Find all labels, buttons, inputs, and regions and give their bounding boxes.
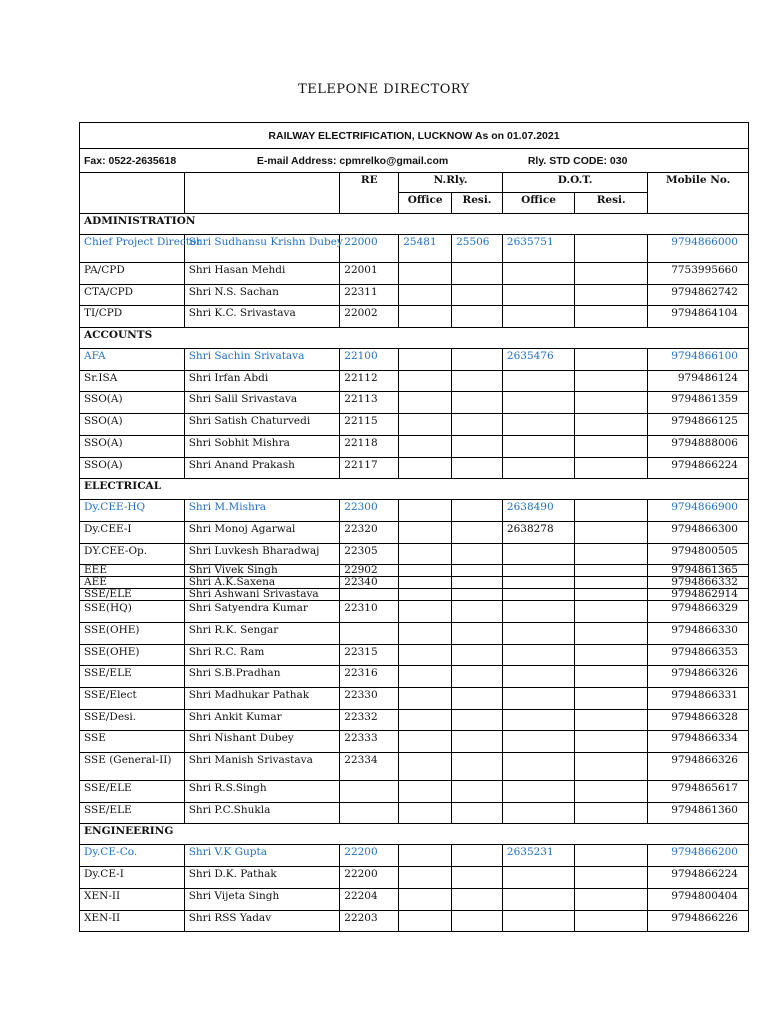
table-row bbox=[80, 644, 749, 666]
post-cell: SSE(HQ) bbox=[80, 601, 185, 623]
re-extension: 22311 bbox=[340, 284, 399, 306]
nrly-resi bbox=[452, 521, 503, 543]
name-cell: Shri Satish Chaturvedi bbox=[184, 414, 340, 436]
mobile-number: 9794866300 bbox=[648, 521, 749, 543]
name-cell: Shri Monoj Agarwal bbox=[184, 521, 340, 543]
nrly-resi bbox=[452, 753, 503, 781]
dot-resi bbox=[575, 521, 648, 543]
mobile-number: 9794862914 bbox=[648, 589, 749, 601]
contact-info-row bbox=[80, 149, 749, 173]
nrly-office bbox=[399, 521, 452, 543]
post-cell: AFA bbox=[80, 349, 185, 371]
page-title: TELEPONE DIRECTORY bbox=[298, 82, 470, 97]
nrly-office bbox=[399, 543, 452, 565]
mobile-number: 9794864104 bbox=[648, 306, 749, 328]
dot-office bbox=[502, 589, 574, 601]
dot-office: 2635751 bbox=[502, 235, 574, 263]
dot-resi bbox=[575, 867, 648, 889]
nrly-office: 25481 bbox=[399, 235, 452, 263]
nrly-office bbox=[399, 867, 452, 889]
nrly-resi: 25506 bbox=[452, 235, 503, 263]
org-heading: RAILWAY ELECTRIFICATION, LUCKNOW As on 01.07.2021 bbox=[80, 123, 749, 149]
dot-resi bbox=[575, 888, 648, 910]
post-cell: SSO(A) bbox=[80, 435, 185, 457]
dot-office bbox=[502, 802, 574, 824]
mobile-number: 9794861365 bbox=[648, 565, 749, 577]
table-row bbox=[80, 731, 749, 753]
dot-office bbox=[502, 910, 574, 932]
re-extension: 22310 bbox=[340, 601, 399, 623]
col-dot: D.O.T. bbox=[502, 173, 647, 193]
dot-resi bbox=[575, 435, 648, 457]
name-cell: Shri Sudhansu Krishn Dubey bbox=[184, 235, 340, 263]
post-cell: SSE/ELE bbox=[80, 666, 185, 688]
mobile-number: 9794866226 bbox=[648, 910, 749, 932]
dot-resi bbox=[575, 731, 648, 753]
nrly-office bbox=[399, 565, 452, 577]
nrly-office bbox=[399, 666, 452, 688]
mobile-number: 9794866224 bbox=[648, 867, 749, 889]
re-extension: 22333 bbox=[340, 731, 399, 753]
post-cell: Dy.CE-I bbox=[80, 867, 185, 889]
dot-resi bbox=[575, 370, 648, 392]
mobile-number: 9794800505 bbox=[648, 543, 749, 565]
dot-office bbox=[502, 666, 574, 688]
table-row bbox=[80, 263, 749, 285]
re-extension: 22305 bbox=[340, 543, 399, 565]
mobile-number: 9794861360 bbox=[648, 802, 749, 824]
post-cell: Sr.ISA bbox=[80, 370, 185, 392]
dot-resi bbox=[575, 622, 648, 644]
post-cell: Dy.CEE-HQ bbox=[80, 500, 185, 522]
dot-resi bbox=[575, 306, 648, 328]
name-cell: Shri V.K Gupta bbox=[184, 845, 340, 867]
re-extension: 22002 bbox=[340, 306, 399, 328]
nrly-office bbox=[399, 370, 452, 392]
dot-resi bbox=[575, 781, 648, 803]
nrly-resi bbox=[452, 392, 503, 414]
dot-office bbox=[502, 284, 574, 306]
name-cell: Shri RSS Yadav bbox=[184, 910, 340, 932]
dot-office bbox=[502, 263, 574, 285]
re-extension: 22334 bbox=[340, 753, 399, 781]
dot-office bbox=[502, 392, 574, 414]
post-cell: CTA/CPD bbox=[80, 284, 185, 306]
dot-office bbox=[502, 414, 574, 436]
nrly-resi bbox=[452, 284, 503, 306]
dot-resi bbox=[575, 543, 648, 565]
nrly-resi bbox=[452, 577, 503, 589]
nrly-office bbox=[399, 263, 452, 285]
header-blank-post bbox=[80, 173, 185, 214]
nrly-office bbox=[399, 500, 452, 522]
table-row bbox=[80, 867, 749, 889]
email-address: E-mail Address: cpmrelko@gmail.com bbox=[256, 154, 449, 167]
post-cell: DY.CEE-Op. bbox=[80, 543, 185, 565]
dot-office bbox=[502, 435, 574, 457]
nrly-resi bbox=[452, 589, 503, 601]
post-cell: SSO(A) bbox=[80, 457, 185, 479]
nrly-office bbox=[399, 731, 452, 753]
mobile-number: 9794862742 bbox=[648, 284, 749, 306]
re-extension: 22300 bbox=[340, 500, 399, 522]
mobile-number: 979486124 bbox=[648, 370, 749, 392]
re-extension: 22902 bbox=[340, 565, 399, 577]
dot-resi bbox=[575, 802, 648, 824]
dot-resi bbox=[575, 414, 648, 436]
mobile-number: 9794866900 bbox=[648, 500, 749, 522]
table-row bbox=[80, 577, 749, 589]
nrly-office bbox=[399, 435, 452, 457]
post-cell: SSE/Desi. bbox=[80, 709, 185, 731]
post-cell: SSE bbox=[80, 731, 185, 753]
name-cell: Shri Sachin Srivatava bbox=[184, 349, 340, 371]
post-cell: PA/CPD bbox=[80, 263, 185, 285]
mobile-number: 9794800404 bbox=[648, 888, 749, 910]
dot-office bbox=[502, 543, 574, 565]
mobile-number: 9794866328 bbox=[648, 709, 749, 731]
re-extension bbox=[340, 802, 399, 824]
dot-resi bbox=[575, 263, 648, 285]
nrly-resi bbox=[452, 601, 503, 623]
dot-resi bbox=[575, 910, 648, 932]
nrly-resi bbox=[452, 688, 503, 710]
col-dot-resi: Resi. bbox=[575, 193, 648, 214]
mobile-number: 9794888006 bbox=[648, 435, 749, 457]
re-extension: 22332 bbox=[340, 709, 399, 731]
table-row bbox=[80, 709, 749, 731]
table-row bbox=[80, 781, 749, 803]
mobile-number: 9794866000 bbox=[648, 235, 749, 263]
mobile-number: 9794866224 bbox=[648, 457, 749, 479]
table-row bbox=[80, 802, 749, 824]
section-heading: ENGINEERING bbox=[80, 824, 749, 845]
table-row bbox=[80, 235, 749, 263]
post-cell: SSE (General-II) bbox=[80, 753, 185, 781]
dot-office bbox=[502, 867, 574, 889]
re-extension: 22340 bbox=[340, 577, 399, 589]
table-row bbox=[80, 845, 749, 867]
nrly-resi bbox=[452, 622, 503, 644]
nrly-office bbox=[399, 577, 452, 589]
nrly-resi bbox=[452, 910, 503, 932]
dot-resi bbox=[575, 392, 648, 414]
table-row bbox=[80, 349, 749, 371]
re-extension: 22113 bbox=[340, 392, 399, 414]
table-row bbox=[80, 392, 749, 414]
mobile-number: 9794866100 bbox=[648, 349, 749, 371]
section-row bbox=[80, 824, 749, 845]
name-cell: Shri K.C. Srivastava bbox=[184, 306, 340, 328]
nrly-resi bbox=[452, 457, 503, 479]
nrly-resi bbox=[452, 644, 503, 666]
table-row bbox=[80, 753, 749, 781]
dot-office: 2638490 bbox=[502, 500, 574, 522]
dot-office: 2638278 bbox=[502, 521, 574, 543]
re-extension: 22316 bbox=[340, 666, 399, 688]
dot-resi bbox=[575, 284, 648, 306]
nrly-office bbox=[399, 910, 452, 932]
col-dot-office: Office bbox=[502, 193, 574, 214]
post-cell: Dy.CEE-I bbox=[80, 521, 185, 543]
re-extension: 22001 bbox=[340, 263, 399, 285]
name-cell: Shri Sobhit Mishra bbox=[184, 435, 340, 457]
nrly-resi bbox=[452, 781, 503, 803]
name-cell: Shri Ashwani Srivastava bbox=[184, 589, 340, 601]
mobile-number: 9794866332 bbox=[648, 577, 749, 589]
name-cell: Shri M.Mishra bbox=[184, 500, 340, 522]
dot-resi bbox=[575, 589, 648, 601]
name-cell: Shri Nishant Dubey bbox=[184, 731, 340, 753]
dot-office bbox=[502, 577, 574, 589]
mobile-number: 9794865617 bbox=[648, 781, 749, 803]
nrly-resi bbox=[452, 370, 503, 392]
table-row bbox=[80, 284, 749, 306]
nrly-office bbox=[399, 888, 452, 910]
re-extension: 22100 bbox=[340, 349, 399, 371]
post-cell: SSE/Elect bbox=[80, 688, 185, 710]
table-row bbox=[80, 457, 749, 479]
table-row bbox=[80, 622, 749, 644]
re-extension bbox=[340, 622, 399, 644]
post-cell: Dy.CE-Co. bbox=[80, 845, 185, 867]
nrly-office bbox=[399, 601, 452, 623]
dot-office bbox=[502, 781, 574, 803]
nrly-office bbox=[399, 688, 452, 710]
name-cell: Shri Hasan Mehdi bbox=[184, 263, 340, 285]
nrly-office bbox=[399, 414, 452, 436]
std-code: Rly. STD CODE: 030 bbox=[527, 154, 628, 167]
post-cell: TI/CPD bbox=[80, 306, 185, 328]
dot-resi bbox=[575, 457, 648, 479]
nrly-resi bbox=[452, 263, 503, 285]
nrly-resi bbox=[452, 867, 503, 889]
table-row bbox=[80, 688, 749, 710]
re-extension: 22320 bbox=[340, 521, 399, 543]
name-cell: Shri A.K.Saxena bbox=[184, 577, 340, 589]
re-extension: 22203 bbox=[340, 910, 399, 932]
dot-resi bbox=[575, 753, 648, 781]
post-cell: Chief Project Director bbox=[80, 235, 185, 263]
re-extension: 22315 bbox=[340, 644, 399, 666]
dot-resi bbox=[575, 709, 648, 731]
col-nrly-resi: Resi. bbox=[452, 193, 503, 214]
dot-office bbox=[502, 731, 574, 753]
mobile-number: 9794866125 bbox=[648, 414, 749, 436]
re-extension: 22117 bbox=[340, 457, 399, 479]
nrly-office bbox=[399, 622, 452, 644]
nrly-office bbox=[399, 392, 452, 414]
mobile-number: 9794866329 bbox=[648, 601, 749, 623]
nrly-office bbox=[399, 349, 452, 371]
dot-office bbox=[502, 457, 574, 479]
dot-resi bbox=[575, 235, 648, 263]
section-row bbox=[80, 479, 749, 500]
mobile-number: 9794866200 bbox=[648, 845, 749, 867]
col-nrly: N.Rly. bbox=[399, 173, 503, 193]
mobile-number: 9794866330 bbox=[648, 622, 749, 644]
name-cell: Shri R.S.Singh bbox=[184, 781, 340, 803]
nrly-office bbox=[399, 753, 452, 781]
nrly-resi bbox=[452, 802, 503, 824]
name-cell: Shri Salil Srivastava bbox=[184, 392, 340, 414]
re-extension: 22200 bbox=[340, 845, 399, 867]
post-cell: XEN-II bbox=[80, 888, 185, 910]
post-cell: XEN-II bbox=[80, 910, 185, 932]
nrly-resi bbox=[452, 845, 503, 867]
post-cell: SSE/ELE bbox=[80, 589, 185, 601]
nrly-resi bbox=[452, 565, 503, 577]
nrly-resi bbox=[452, 543, 503, 565]
nrly-office bbox=[399, 457, 452, 479]
dot-office: 2635476 bbox=[502, 349, 574, 371]
table-row bbox=[80, 888, 749, 910]
table-row bbox=[80, 565, 749, 577]
table-row bbox=[80, 601, 749, 623]
re-extension: 22204 bbox=[340, 888, 399, 910]
name-cell: Shri N.S. Sachan bbox=[184, 284, 340, 306]
dot-resi bbox=[575, 644, 648, 666]
name-cell: Shri Madhukar Pathak bbox=[184, 688, 340, 710]
re-extension bbox=[340, 589, 399, 601]
post-cell: SSO(A) bbox=[80, 392, 185, 414]
nrly-resi bbox=[452, 500, 503, 522]
re-extension bbox=[340, 781, 399, 803]
nrly-office bbox=[399, 284, 452, 306]
name-cell: Shri Ankit Kumar bbox=[184, 709, 340, 731]
post-cell: SSO(A) bbox=[80, 414, 185, 436]
dot-resi bbox=[575, 601, 648, 623]
nrly-office bbox=[399, 802, 452, 824]
dot-resi bbox=[575, 349, 648, 371]
post-cell: AEE bbox=[80, 577, 185, 589]
dot-office bbox=[502, 888, 574, 910]
section-row bbox=[80, 214, 749, 235]
name-cell: Shri Irfan Abdi bbox=[184, 370, 340, 392]
post-cell: SSE(OHE) bbox=[80, 622, 185, 644]
header-blank-name bbox=[184, 173, 340, 214]
re-extension: 22115 bbox=[340, 414, 399, 436]
table-row bbox=[80, 543, 749, 565]
directory-table bbox=[79, 122, 749, 932]
nrly-resi bbox=[452, 666, 503, 688]
dot-office bbox=[502, 622, 574, 644]
col-re: RE bbox=[340, 173, 399, 214]
post-cell: SSE(OHE) bbox=[80, 644, 185, 666]
re-extension: 22000 bbox=[340, 235, 399, 263]
nrly-resi bbox=[452, 306, 503, 328]
section-heading: ADMINISTRATION bbox=[80, 214, 749, 235]
name-cell: Shri Satyendra Kumar bbox=[184, 601, 340, 623]
dot-resi bbox=[575, 688, 648, 710]
name-cell: Shri D.K. Pathak bbox=[184, 867, 340, 889]
nrly-resi bbox=[452, 731, 503, 753]
nrly-resi bbox=[452, 888, 503, 910]
table-row bbox=[80, 306, 749, 328]
nrly-office bbox=[399, 845, 452, 867]
dot-resi bbox=[575, 666, 648, 688]
dot-office: 2635231 bbox=[502, 845, 574, 867]
dot-office bbox=[502, 644, 574, 666]
post-cell: SSE/ELE bbox=[80, 781, 185, 803]
dot-office bbox=[502, 601, 574, 623]
name-cell: Shri Vivek Singh bbox=[184, 565, 340, 577]
col-nrly-office: Office bbox=[399, 193, 452, 214]
mobile-number: 9794861359 bbox=[648, 392, 749, 414]
dot-resi bbox=[575, 845, 648, 867]
name-cell: Shri Anand Prakash bbox=[184, 457, 340, 479]
table-row bbox=[80, 370, 749, 392]
dot-resi bbox=[575, 500, 648, 522]
nrly-office bbox=[399, 709, 452, 731]
mobile-number: 9794866331 bbox=[648, 688, 749, 710]
nrly-office bbox=[399, 589, 452, 601]
nrly-office bbox=[399, 644, 452, 666]
mobile-number: 7753995660 bbox=[648, 263, 749, 285]
table-row bbox=[80, 500, 749, 522]
dot-office bbox=[502, 688, 574, 710]
nrly-office bbox=[399, 781, 452, 803]
name-cell: Shri P.C.Shukla bbox=[184, 802, 340, 824]
mobile-number: 9794866326 bbox=[648, 753, 749, 781]
table-row bbox=[80, 521, 749, 543]
nrly-resi bbox=[452, 435, 503, 457]
table-row bbox=[80, 435, 749, 457]
name-cell: Shri S.B.Pradhan bbox=[184, 666, 340, 688]
name-cell: Shri R.C. Ram bbox=[184, 644, 340, 666]
dot-office bbox=[502, 370, 574, 392]
re-extension: 22112 bbox=[340, 370, 399, 392]
table-row bbox=[80, 910, 749, 932]
col-mobile: Mobile No. bbox=[648, 173, 749, 214]
post-cell: EEE bbox=[80, 565, 185, 577]
dot-office bbox=[502, 709, 574, 731]
nrly-resi bbox=[452, 709, 503, 731]
section-heading: ELECTRICAL bbox=[80, 479, 749, 500]
name-cell: Shri R.K. Sengar bbox=[184, 622, 340, 644]
re-extension: 22118 bbox=[340, 435, 399, 457]
dot-office bbox=[502, 753, 574, 781]
dot-office bbox=[502, 565, 574, 577]
mobile-number: 9794866353 bbox=[648, 644, 749, 666]
nrly-resi bbox=[452, 349, 503, 371]
dot-resi bbox=[575, 565, 648, 577]
section-row bbox=[80, 328, 749, 349]
post-cell: SSE/ELE bbox=[80, 802, 185, 824]
table-row bbox=[80, 589, 749, 601]
mobile-number: 9794866334 bbox=[648, 731, 749, 753]
nrly-office bbox=[399, 306, 452, 328]
dot-office bbox=[502, 306, 574, 328]
nrly-resi bbox=[452, 414, 503, 436]
name-cell: Shri Vijeta Singh bbox=[184, 888, 340, 910]
dot-resi bbox=[575, 577, 648, 589]
mobile-number: 9794866326 bbox=[648, 666, 749, 688]
name-cell: Shri Manish Srivastava bbox=[184, 753, 340, 781]
table-row bbox=[80, 666, 749, 688]
section-heading: ACCOUNTS bbox=[80, 328, 749, 349]
re-extension: 22200 bbox=[340, 867, 399, 889]
re-extension: 22330 bbox=[340, 688, 399, 710]
name-cell: Shri Luvkesh Bharadwaj bbox=[184, 543, 340, 565]
fax-number: Fax: 0522-2635618 bbox=[84, 154, 177, 167]
table-row bbox=[80, 414, 749, 436]
